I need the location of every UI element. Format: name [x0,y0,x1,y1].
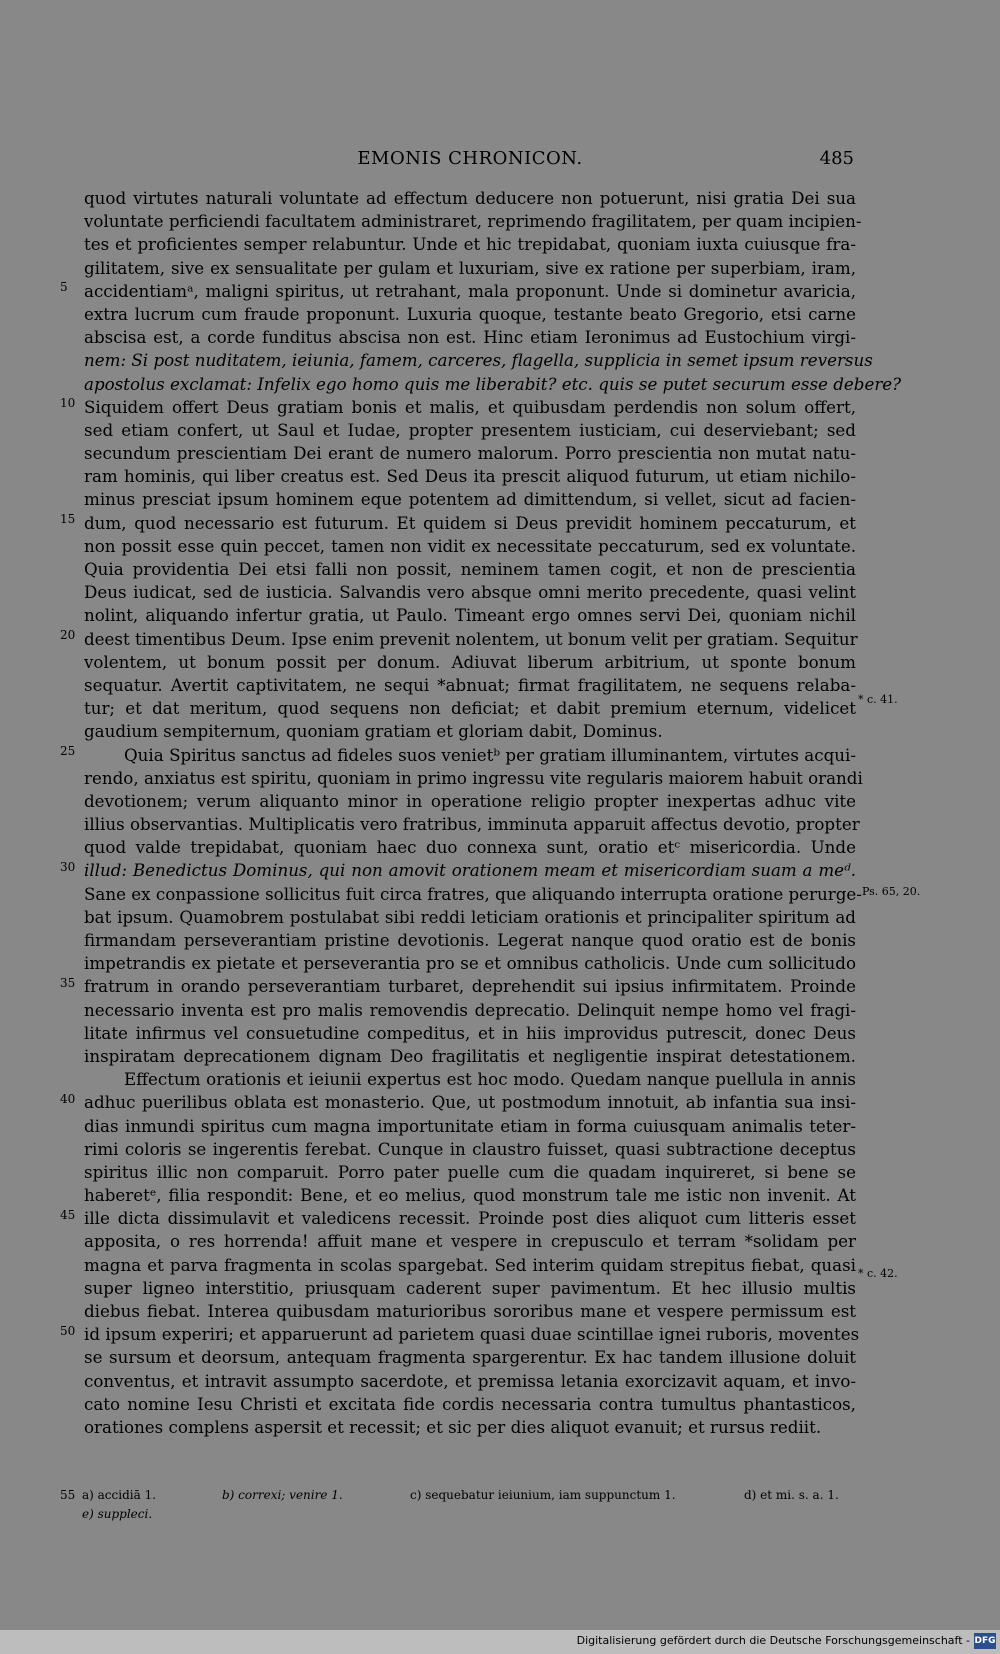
text-line: cato nomine Iesu Christi et excitata fide cordis necessaria contra tumultus phantasticos, [84,1393,856,1414]
text-line: spiritus illic non comparuit. Porro pater puelle cum die quadam inquireret, si bene se [84,1161,856,1182]
text-line: apostolus exclamat: Infelix ego homo quis me liberabit? etc. quis se putet securum esse debere? [84,373,902,394]
text-line: sequatur. Avertit captivitatem, ne sequi *abnuat; firmat fragilitatem, ne sequens relaba- [84,674,856,695]
text-line: diebus fiebat. Interea quibusdam maturioribus sororibus mane et vespere permissum est [84,1301,856,1321]
text-line: se sursum et deorsum, antequam fragmenta spargerentur. Ex hac tandem illusione doluit [84,1347,856,1368]
text-line: Deus iudicat, sed de iusticia. Salvandis vero absque omni merito precedente, quasi velint [84,582,856,603]
text-line: fratrum in orando perseverantiam turbaret, deprehendit sui ipsius infirmitatem. Proinde [84,976,856,997]
text-line: abscisa est, a corde funditus abscisa non est. Hinc etiam Ieronimus ad Eustochium virgi- [84,327,856,348]
footnote-row [60,1505,860,1524]
text-line: firmandam perseverantiam pristine devotionis. Legerat nanque quod oratio est de bonis [84,930,856,950]
line-number: 55 [60,1488,76,1502]
text-line: deest timentibus Deum. Ipse enim prevenit nolentem, ut bonum velit per gratiam. Sequitur [84,628,858,649]
text-line: accidentiamᵃ, maligni spiritus, ut retrahant, mala proponunt. Unde si dominetur avaricia, [84,280,856,301]
footnote-e: e) suppleci. [82,1507,153,1521]
text-line: nem: Si post nuditatem, ieiunia, famem, carceres, flagella, supplicia in semet ipsum reversus [84,350,873,371]
text-line: Siquidem offert Deus gratiam bonis et malis, et quibusdam perdendis non solum offert, [84,396,856,417]
text-line: super ligneo interstitio, priusquam caderent super pavimentum. Et hec illusio multis [84,1277,856,1298]
text-line: orationes complens aspersit et recessit; et sic per dies aliquot evanuit; et rursus rediit. [84,1416,822,1437]
digitization-footer [0,1630,1000,1654]
margin-note: * c. 42. [858,1267,898,1280]
line-number: 15 [60,512,76,526]
line-number: 45 [60,1208,76,1222]
text-line: ille dicta dissimulavit et valedicens recessit. Proinde post dies aliquot cum litteris esset [84,1208,856,1229]
text-line: Quia providentia Dei etsi falli non possit, neminem tamen cogit, et non de prescientia [84,559,856,579]
text-line: devotionem; verum aliquanto minor in operatione religio propter inexpertas adhuc vite [84,790,856,811]
footnote-d: d) et mi. s. a. 1. [744,1488,839,1502]
line-number: 25 [60,744,76,758]
footnotes [60,1486,860,1524]
text-line: gaudium sempiternum, quoniam gratiam et gloriam dabit, Dominus. [84,721,663,742]
text-line: volentem, ut bonum possit per donum. Adiuvat liberum arbitrium, ut sponte bonum [84,651,856,672]
text-line: tur; et dat meritum, quod sequens non deficiat; et dabit premium eternum, videlicet [84,698,856,719]
text-line: dum, quod necessario est futurum. Et quidem si Deus previdit hominem peccaturum, et [84,512,856,533]
text-line: ram hominis, qui liber creatus est. Sed Deus ita prescit aliquod futurum, ut etiam nichilo- [84,466,856,487]
text-line: gilitatem, sive ex sensualitate per gulam et luxuriam, sive ex ratione per superbiam, iram, [84,257,856,278]
footer-credit: Digitalisierung gefördert durch die Deutsche Forschungsgemeinschaft - [576,1634,970,1647]
text-line: impetrandis ex pietate et perseverantia pro se et omnibus catholicis. Unde cum sollicitudo [84,953,856,974]
text-line: extra lucrum cum fraude proponunt. Luxuria quoque, testante beato Gregorio, etsi carne [84,303,856,324]
text-line: bat ipsum. Quamobrem postulabat sibi reddi leticiam orationis et principaliter spiritum ad [84,906,856,927]
line-number: 40 [60,1092,76,1106]
text-line: litate infirmus vel consuetudine compeditus, et in hiis improvidus putrescit, donec Deus [84,1022,856,1043]
margin-note: * c. 41. [858,693,898,706]
text-line: dias inmundi spiritus cum magna importunitate etiam in forma cuiusquam animalis teter- [84,1115,856,1136]
text-line: secundum prescientiam Dei erant de numero malorum. Porro prescientia non mutat natu- [84,443,856,464]
text-line: minus presciat ipsum hominem eque potentem ad dimittendum, si vellet, sicut ad facien- [84,489,856,510]
text-line: id ipsum experiri; et apparuerunt ad parietem quasi duae scintillae ignei ruboris, moventes [84,1324,860,1345]
text-line: inspiratam deprecationem dignam Deo fragilitatis et negligentie inspirat detestationem. [84,1045,856,1066]
line-number: 50 [60,1324,76,1338]
text-line: quod virtutes naturali voluntate ad effectum deducere non potuerunt, nisi gratia Dei sua [84,188,856,208]
dfg-logo-icon: DFG [974,1633,996,1649]
footnote-c: c) sequebatur ieiunium, iam suppunctum 1. [410,1488,676,1502]
line-number: 30 [60,860,76,874]
text-line: haberetᵉ, filia respondit: Bene, et eo melius, quod monstrum tale me istic non invenit. At [84,1185,856,1206]
footnote-a: a) accidiā 1. [82,1488,157,1502]
text-line: quod valde trepidabat, quoniam haec duo connexa sunt, oratio etᶜ misericordia. Unde [84,837,856,858]
running-title: EMONIS CHRONICON. [357,148,583,169]
line-number: 35 [60,976,76,990]
running-header [86,148,854,172]
text-line: illius observantias. Multiplicatis vero fratribus, imminuta apparuit affectus devotio, propter [84,814,860,835]
text-line: apposita, o res horrenda! affuit mane et vespere in crepusculo et terram *solidam per [84,1231,856,1252]
line-number: 20 [60,628,76,642]
text-line: conventus, et intravit assumpto sacerdote, et premissa letania exorcizavit aquam, et invo- [84,1370,856,1391]
text-line: rimi coloris se ingerentis ferebat. Cunque in claustro fuisset, quasi subtractione deceptus [84,1138,856,1159]
text-line: voluntate perficiendi facultatem administraret, reprimendo fragilitatem, per quam incipien- [84,211,862,232]
page-number: 485 [819,148,854,169]
text-line: nolint, aliquando infertur gratia, ut Paulo. Timeant ergo omnes servi Dei, quoniam nichil [84,605,856,626]
text-line: Quia Spiritus sanctus ad fideles suos venietᵇ per gratiam illuminantem, virtutes acqui- [124,744,856,765]
line-number: 5 [60,280,68,294]
line-number: 10 [60,396,76,410]
text-line: Effectum orationis et ieiunii expertus est hoc modo. Quedam nanque puellula in annis [124,1069,856,1090]
text-line: adhuc puerilibus oblata est monasterio. Que, ut postmodum innotuit, ab infantia sua insi- [84,1092,856,1113]
text-line: magna et parva fragmenta in scolas spargebat. Sed interim quidam strepitus fiebat, quasi [84,1254,856,1275]
text-line: necessario inventa est pro malis removendis deprecatio. Delinquit nempe homo vel fragi- [84,999,856,1020]
margin-note: Ps. 65, 20. [862,885,921,898]
text-line: tes et proficientes semper relabuntur. Unde et hic trepidabat, quoniam iuxta cuiusque fra- [84,234,856,255]
text-line: sed etiam confert, ut Saul et Iudae, propter presentem iusticiam, cui deserviebant; sed [84,419,856,440]
text-line: illud: Benedictus Dominus, qui non amovit orationem meam et misericordiam suam a meᵈ. [84,860,856,881]
text-line: rendo, anxiatus est spiritu, quoniam in primo ingressu vite regularis maiorem habuit orandi [84,767,863,788]
footnote-row [60,1486,860,1505]
footnote-b: b) correxi; venire 1. [222,1488,343,1502]
text-line: Sane ex conpassione sollicitus fuit circa fratres, que aliquando interrupta oratione perurge- [84,883,862,904]
text-line: non possit esse quin peccet, tamen non vidit ex necessitate peccaturum, sed ex voluntate. [84,535,856,556]
